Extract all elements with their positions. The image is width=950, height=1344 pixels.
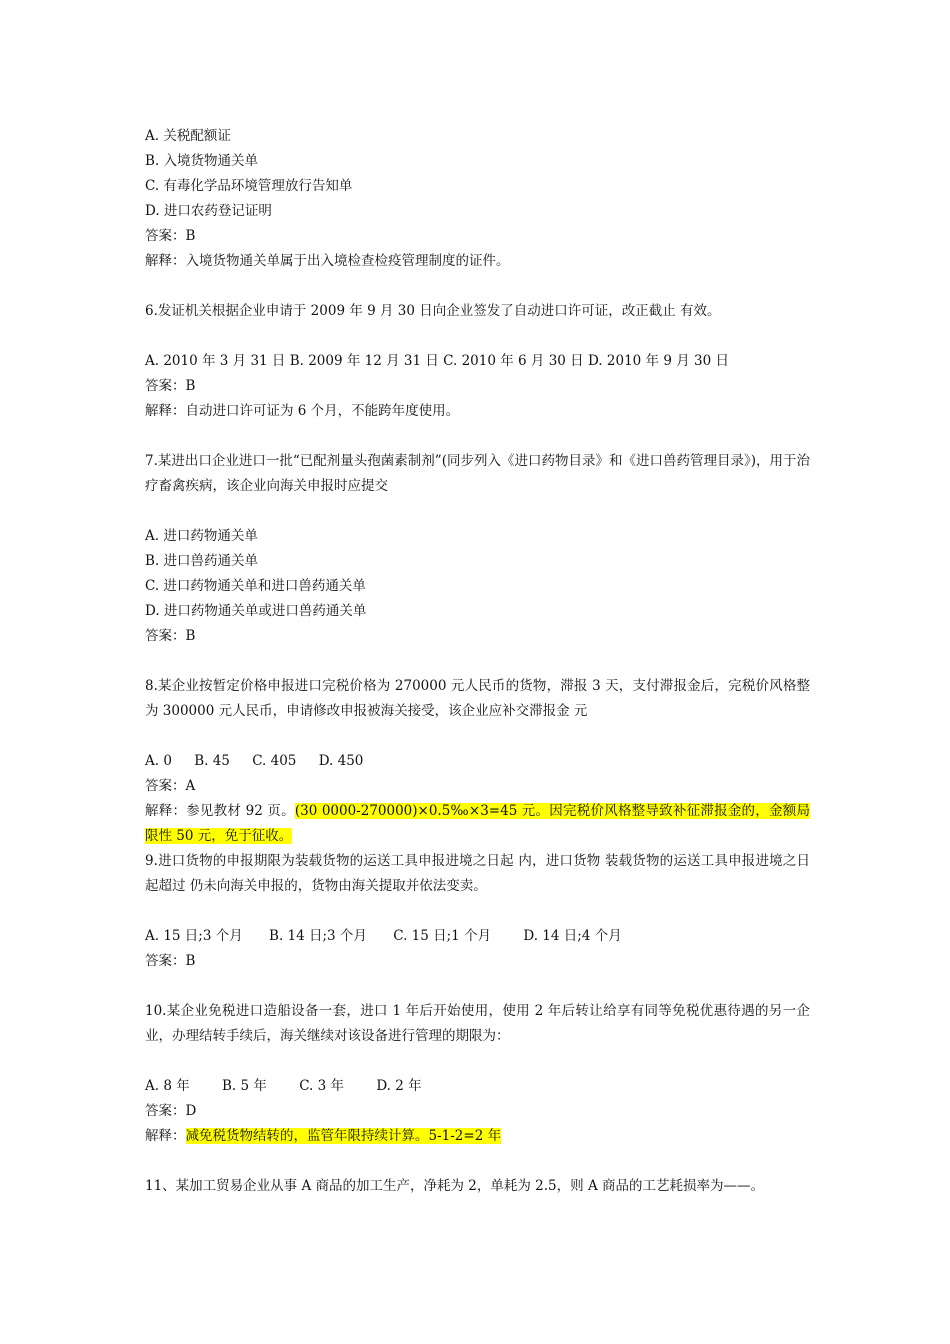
q7-option-d: D. 进口药物通关单或进口兽药通关单	[145, 603, 367, 619]
q9-answer: 答案：B	[145, 953, 196, 969]
q10-option-b: B. 5 年	[222, 1078, 267, 1094]
q8-option-b: B. 45	[194, 753, 230, 769]
q7-option-c: C. 进口药物通关单和进口兽药通关单	[145, 578, 366, 594]
q6-question: 6.发证机关根据企业申请于 2009 年 9 月 30 日向企业签发了自动进口许可证，改正截止 有效。	[145, 303, 721, 319]
q8-question: 8.某企业按暂定价格申报进口完税价格为 270000 元人民币的货物，滞报 3 天，支付滞报金后，完税价风格整为 300000 元人民币，申请修改申报被海关接受，该企业应补交滞报金 元	[145, 678, 810, 719]
q6-answer: 答案：B	[145, 378, 196, 394]
q10-explanation	[145, 1124, 810, 1149]
q7-answer: 答案：B	[145, 628, 196, 644]
q9-option-a: A. 15 日;3 个月	[145, 928, 243, 944]
q7-option-b: B. 进口兽药通关单	[145, 553, 259, 569]
q5-answer: 答案：B	[145, 228, 196, 244]
q10-answer: 答案：D	[145, 1103, 197, 1119]
q5-option-a: A. 关税配额证	[145, 128, 231, 144]
q8-option-d: D. 450	[318, 753, 364, 769]
q11-question: 11、某加工贸易企业从事 A 商品的加工生产，净耗为 2，单耗为 2.5，则 A 商品的工艺耗损率为——。	[145, 1178, 764, 1194]
q6-explanation: 解释：自动进口许可证为 6 个月，不能跨年度使用。	[145, 403, 460, 419]
q10-option-d: D. 2 年	[376, 1078, 422, 1094]
q8-explanation	[145, 799, 810, 849]
q5-option-d: D. 进口农药登记证明	[145, 203, 272, 219]
q8-options	[145, 749, 810, 774]
q10-option-c: C. 3 年	[299, 1078, 345, 1094]
document-content	[145, 124, 810, 1199]
q10-option-a: A. 8 年	[145, 1078, 190, 1094]
q8-option-a: A. 0	[145, 753, 172, 769]
q10-explanation-prefix: 解释：	[145, 1128, 186, 1144]
q6-options: A. 2010 年 3 月 31 日 B. 2009 年 12 月 31 日 C. 2010 年 6 月 30 日 D. 2010 年 9 月 30 日	[145, 353, 729, 369]
q5-explanation: 解释：入境货物通关单属于出入境检查检疫管理制度的证件。	[145, 253, 510, 269]
q9-question: 9.进口货物的申报期限为装载货物的运送工具申报进境之日起 内，进口货物 装载货物的运送工具申报进境之日起超过 仍未向海关申报的，货物由海关提取并依法变卖。	[145, 853, 810, 894]
q7-question: 7.某进出口企业进口一批“已配剂量头孢菌素制剂”(同步列入《进口药物目录》和《进口兽药管理目录》)，用于治疗畜禽疾病，该企业向海关申报时应提交	[145, 453, 810, 494]
q10-explanation-highlight: 减免税货物结转的，监管年限持续计算。5-1-2=2 年	[185, 1128, 502, 1144]
q8-explanation-highlight: (30 0000-270000)×0.5‰×3=45 元。因完税价风格整导致补征滞报金的，金额局限性 50 元，免于征收。	[145, 803, 810, 844]
q9-option-b: B. 14 日;3 个月	[269, 928, 367, 944]
q10-question: 10.某企业免税进口造船设备一套，进口 1 年后开始使用，使用 2 年后转让给享有同等免税优惠待遇的另一企业，办理结转手续后，海关继续对该设备进行管理的期限为：	[145, 1003, 810, 1044]
q10-options	[145, 1074, 810, 1099]
q9-option-d: D. 14 日;4 个月	[523, 928, 622, 944]
q8-explanation-prefix: 解释：参见教材 92 页。	[145, 803, 295, 819]
q8-option-c: C. 405	[252, 753, 297, 769]
q9-options	[145, 924, 810, 949]
q5-option-c: C. 有毒化学品环境管理放行告知单	[145, 178, 353, 194]
q8-answer: 答案：A	[145, 778, 196, 794]
q7-option-a: A. 进口药物通关单	[145, 528, 258, 544]
q5-option-b: B. 入境货物通关单	[145, 153, 259, 169]
q9-option-c: C. 15 日;1 个月	[393, 928, 492, 944]
